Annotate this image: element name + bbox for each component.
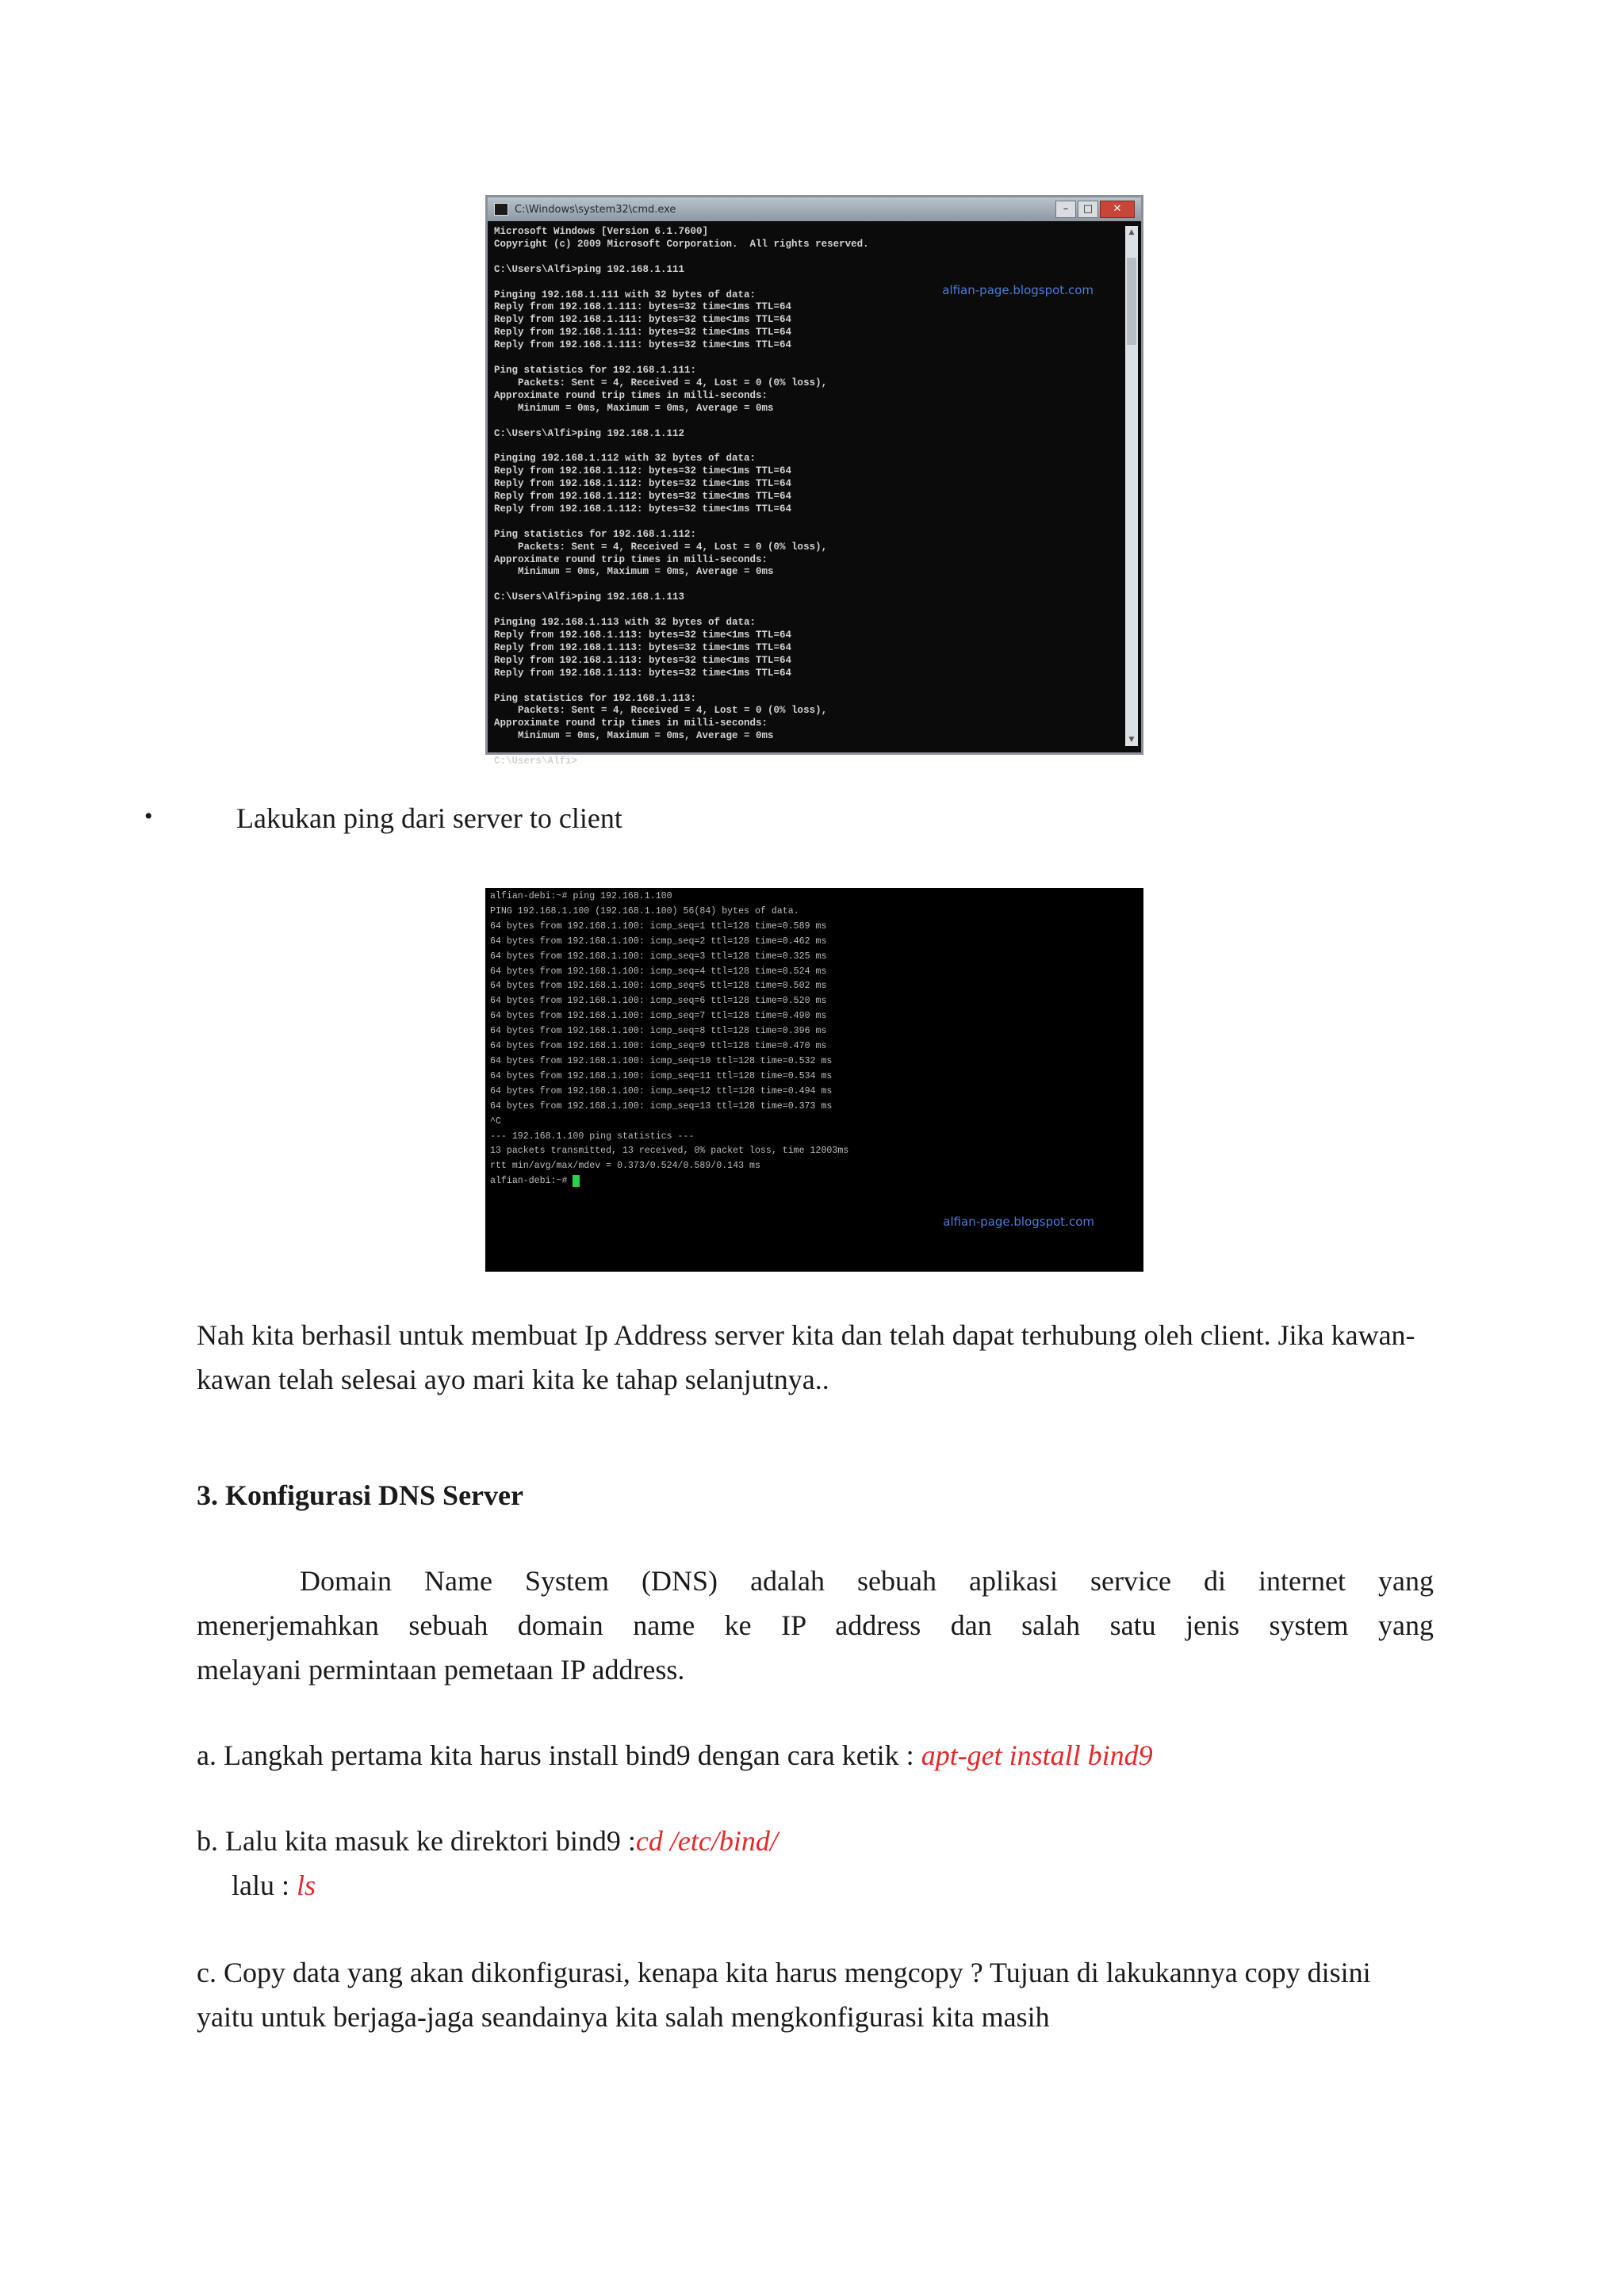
terminal-line: 64 bytes from 192.168.1.100: icmp_seq=6 ttl=128 time=0.520 ms [490,996,827,1007]
terminal-line: 13 packets transmitted, 13 received, 0% packet loss, time 12003ms [490,1146,849,1157]
cmd-line [494,415,1122,428]
paragraph-success: Nah kita berhasil untuk membuat Ip Address server kita dan telah dapat terhubung oleh client. Jika kawan-kawan telah selesai ayo mari kita ke tahap selanjutnya.. [197,1319,1415,1395]
terminal-line: 64 bytes from 192.168.1.100: icmp_seq=11 ttl=128 time=0.534 ms [490,1070,833,1081]
terminal-line: 64 bytes from 192.168.1.100: icmp_seq=4 ttl=128 time=0.524 ms [490,966,827,977]
cmd-line: Copyright (c) 2009 Microsoft Corporation. All rights reserved. [494,238,869,250]
close-button: ✕ [1100,201,1135,218]
step-a [197,1733,1153,1777]
cmd-line: Ping statistics for 192.168.1.111: [494,364,697,376]
step-b2-text: lalu : [232,1869,297,1901]
cmd-line: Reply from 192.168.1.113: bytes=32 time<1ms TTL=64 [494,629,792,641]
section-heading: 3. Konfigurasi DNS Server [197,1479,523,1511]
terminal-line: 64 bytes from 192.168.1.100: icmp_seq=7 ttl=128 time=0.490 ms [490,1011,827,1022]
cmd-line: Approximate round trip times in milli-seconds: [494,718,768,729]
cmd-line: Reply from 192.168.1.112: bytes=32 time<1ms TTL=64 [494,465,792,477]
cmd-line: C:\Users\Alfi>ping 192.168.1.111 [494,263,685,275]
cmd-line: Reply from 192.168.1.113: bytes=32 time<1ms TTL=64 [494,641,792,653]
step-b-command: cd /etc/bind/ [635,1825,778,1857]
terminal-line: 64 bytes from 192.168.1.100: icmp_seq=13 ttl=128 time=0.373 ms [490,1100,833,1112]
cmd-line [494,743,1122,756]
step-b-followup [232,1863,316,1908]
cmd-line: Reply from 192.168.1.113: bytes=32 time<1ms TTL=64 [494,667,792,679]
terminal-watermark: alfian-page.blogspot.com [943,1215,1094,1229]
terminal-line: 64 bytes from 192.168.1.100: icmp_seq=8 ttl=128 time=0.396 ms [490,1026,827,1037]
step-a-text: a. Langkah pertama kita harus install bind9 dengan cara ketik : [197,1739,921,1771]
step-c: c. Copy data yang akan dikonfigurasi, kenapa kita harus mengcopy ? Tujuan di lakukannya copy disini yaitu untuk berjaga-jaga seandainya kita salah mengkonfigurasi kita masih [197,1957,1371,2033]
scroll-up-arrow-icon: ▲ [1128,228,1135,236]
cursor-icon [573,1175,580,1187]
cmd-window-screenshot [485,195,1143,767]
scroll-down-arrow-icon: ▼ [1128,736,1135,744]
terminal-line: 64 bytes from 192.168.1.100: icmp_seq=12 ttl=128 time=0.494 ms [490,1085,833,1096]
cmd-line: Reply from 192.168.1.112: bytes=32 time<1ms TTL=64 [494,503,792,515]
cmd-line: Approximate round trip times in milli-seconds: [494,553,768,565]
maximize-button: □ [1078,201,1098,218]
cmd-line: C:\Users\Alfi>ping 192.168.1.113 [494,591,685,603]
cmd-line [494,579,1122,591]
cmd-window-title: C:\Windows\system32\cmd.exe [515,203,676,216]
cmd-line: Minimum = 0ms, Maximum = 0ms, Average = 0ms [494,402,774,414]
dns-line-3: melayani permintaan pemetaan IP address. [197,1654,685,1686]
cmd-line: Packets: Sent = 4, Received = 4, Lost = 0 (0% loss), [494,541,828,553]
terminal-screenshot [485,888,1143,1272]
terminal-line: 64 bytes from 192.168.1.100: icmp_seq=9 ttl=128 time=0.470 ms [490,1041,827,1052]
paragraph-dns [197,1559,1434,1692]
cmd-line [494,516,1122,529]
cmd-line: Microsoft Windows [Version 6.1.7600] [494,226,709,237]
minimize-button: – [1055,201,1076,218]
cmd-output [494,226,1122,767]
cmd-line: Packets: Sent = 4, Received = 4, Lost = 0 (0% loss), [494,705,828,717]
cmd-line: Reply from 192.168.1.111: bytes=32 time<1ms TTL=64 [494,339,792,351]
dns-line-1: Domain Name System (DNS) adalah sebuah aplikasi service di internet yang [300,1565,1434,1597]
step-b2-command: ls [296,1869,316,1901]
step-a-command: apt-get install bind9 [921,1739,1153,1771]
terminal-line: --- 192.168.1.100 ping statistics --- [490,1131,695,1142]
cmd-line: Ping statistics for 192.168.1.113: [494,692,697,704]
cmd-scrollbar [1125,226,1138,746]
dns-line-2: menerjemahkan sebuah domain name ke IP address dan salah satu jenis system yang [197,1609,1434,1641]
cmd-line [494,604,1122,617]
cmd-watermark: alfian-page.blogspot.com [942,283,1094,297]
terminal-line: 64 bytes from 192.168.1.100: icmp_seq=5 ttl=128 time=0.502 ms [490,981,827,992]
cmd-line: Reply from 192.168.1.111: bytes=32 time<1ms TTL=64 [494,327,792,339]
cmd-line: Reply from 192.168.1.112: bytes=32 time<1ms TTL=64 [494,478,792,490]
cmd-line [494,251,1122,264]
cmd-line: Pinging 192.168.1.113 with 32 bytes of data: [494,617,756,629]
cmd-line: Pinging 192.168.1.112 with 32 bytes of data: [494,453,756,465]
terminal-line: rtt min/avg/max/mdev = 0.373/0.524/0.589/0.143 ms [490,1161,760,1172]
terminal-line: 64 bytes from 192.168.1.100: icmp_seq=1 ttl=128 time=0.589 ms [490,920,827,932]
cmd-line [494,440,1122,453]
cmd-line: Ping statistics for 192.168.1.112: [494,528,697,540]
cmd-line: C:\Users\Alfi> [494,756,578,767]
step-b [197,1819,778,1863]
cmd-line: Reply from 192.168.1.111: bytes=32 time<1ms TTL=64 [494,314,792,326]
terminal-line: 64 bytes from 192.168.1.100: icmp_seq=3 ttl=128 time=0.325 ms [490,951,827,962]
terminal-line: 64 bytes from 192.168.1.100: icmp_seq=10 ttl=128 time=0.532 ms [490,1055,833,1066]
cmd-line: Pinging 192.168.1.111 with 32 bytes of data: [494,289,756,300]
scroll-thumb [1127,258,1136,345]
terminal-output [490,890,1139,1189]
cmd-titlebar [488,197,1141,221]
terminal-line: PING 192.168.1.100 (192.168.1.100) 56(84) bytes of data. [490,905,799,916]
terminal-line: ^C [490,1115,501,1127]
cmd-line [494,680,1122,693]
cmd-line: Reply from 192.168.1.113: bytes=32 time<1ms TTL=64 [494,654,792,666]
cmd-line: Minimum = 0ms, Maximum = 0ms, Average = 0ms [494,566,774,578]
cmd-line: Minimum = 0ms, Maximum = 0ms, Average = 0ms [494,730,774,742]
terminal-prompt [490,1174,1139,1189]
bullet-icon: • [144,803,153,829]
terminal-line: alfian-debi:~# ping 192.168.1.100 [490,891,672,901]
cmd-app-icon [494,203,508,216]
step-b-text: b. Lalu kita masuk ke direktori bind9 : [197,1825,636,1857]
cmd-line: Reply from 192.168.1.111: bytes=32 time<1ms TTL=64 [494,301,792,313]
bullet-text: Lakukan ping dari server to client [236,802,622,834]
terminal-prompt-text: alfian-debi:~# [490,1176,573,1187]
cmd-line: Approximate round trip times in milli-seconds: [494,389,768,401]
cmd-line: Reply from 192.168.1.112: bytes=32 time<1ms TTL=64 [494,491,792,503]
cmd-line: C:\Users\Alfi>ping 192.168.1.112 [494,427,685,439]
cmd-line: Packets: Sent = 4, Received = 4, Lost = 0 (0% loss), [494,377,828,388]
cmd-line [494,352,1122,365]
terminal-line: 64 bytes from 192.168.1.100: icmp_seq=2 ttl=128 time=0.462 ms [490,936,827,947]
